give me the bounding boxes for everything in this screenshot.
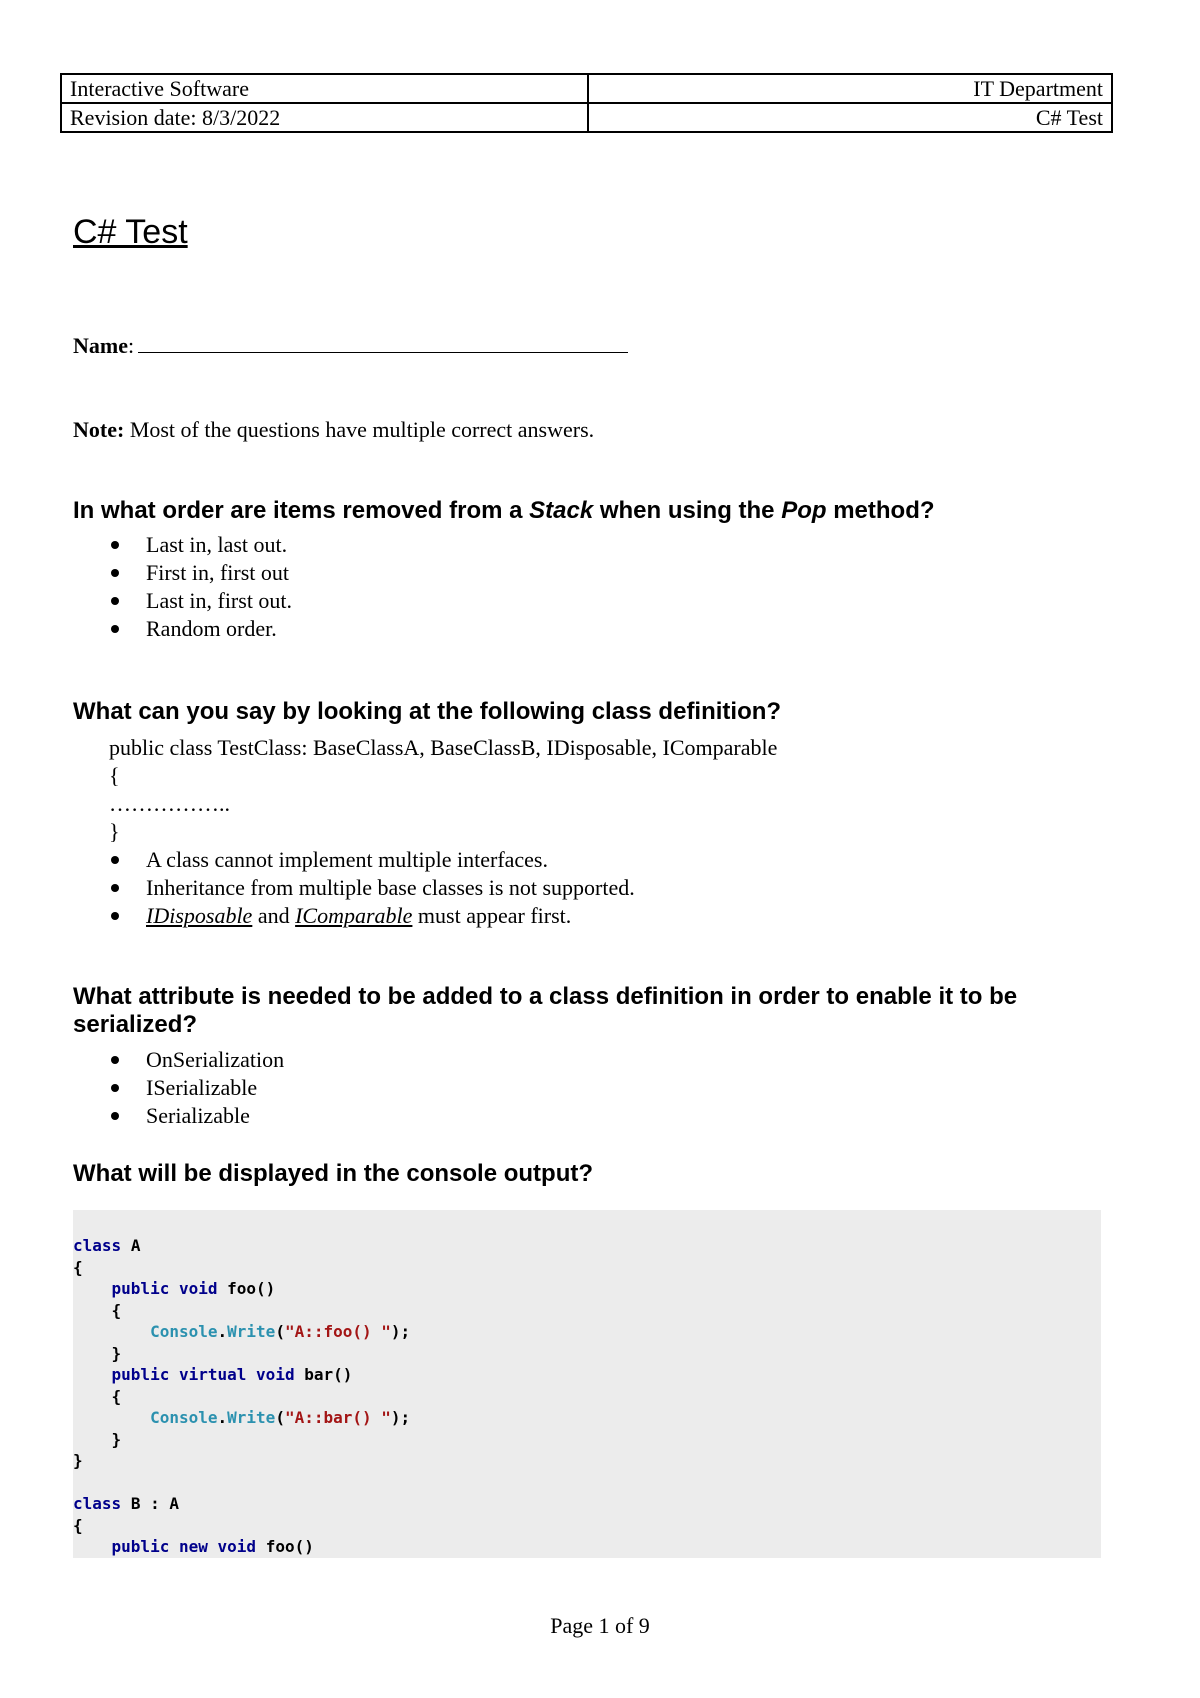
list-item: Inheritance from multiple base classes is not supported. — [73, 874, 635, 902]
question-2-options — [73, 846, 635, 930]
note-label: Note: — [73, 417, 125, 442]
header-table — [60, 73, 1113, 133]
list-item: First in, first out — [73, 559, 292, 587]
bullet-icon — [111, 597, 119, 605]
question-3-options — [73, 1046, 284, 1130]
bullet-icon — [111, 1112, 119, 1120]
bullet-icon — [111, 569, 119, 577]
list-item: IDisposable and IComparable must appear first. — [73, 902, 635, 930]
header-course: Interactive Software — [61, 74, 588, 103]
idisposable-term: IDisposable — [146, 903, 253, 928]
question-1-options — [73, 531, 292, 643]
stack-term: Stack — [529, 497, 594, 524]
list-item: Last in, first out. — [73, 587, 292, 615]
code-block — [73, 1210, 1101, 1558]
header-doc-name: C# Test — [588, 103, 1112, 132]
list-item: ISerializable — [73, 1074, 284, 1102]
question-4: What will be displayed in the console output? — [73, 1160, 594, 1187]
bullet-icon — [111, 884, 119, 892]
bullet-icon — [111, 1084, 119, 1092]
note-text: Most of the questions have multiple correct answers. — [129, 417, 595, 442]
note — [73, 416, 594, 444]
icomparable-term: IComparable — [295, 903, 413, 928]
bullet-icon — [111, 1056, 119, 1064]
question-1: In what order are items removed from a Stack when using the Pop method? — [73, 497, 935, 524]
name-field-row: Name: — [73, 330, 628, 360]
code-listing: class A { public void foo() { Console.Write("A::foo() "); } public virtual void bar() { Console.Write("A::bar() "); } } class B : A { public new void foo() — [73, 1236, 411, 1556]
class-definition: public class TestClass: BaseClassA, BaseClassB, IDisposable, IComparable { …………….. } — [109, 735, 778, 844]
bullet-icon — [111, 541, 119, 549]
list-item: OnSerialization — [73, 1046, 284, 1074]
question-3: What attribute is needed to be added to a class definition in order to enable it to be serialized? — [73, 983, 1018, 1038]
pop-term: Pop — [781, 497, 827, 524]
header-revision-date: Revision date: 8/3/2022 — [61, 103, 588, 132]
list-item: Random order. — [73, 615, 292, 643]
page-number: Page 1 of 9 — [550, 1613, 650, 1638]
page-title: C# Test — [73, 213, 188, 251]
name-blank-line[interactable] — [138, 330, 628, 353]
bullet-icon — [111, 625, 119, 633]
bullet-icon — [111, 912, 119, 920]
list-item: Serializable — [73, 1102, 284, 1130]
question-2: What can you say by looking at the following class definition? — [73, 698, 782, 725]
list-item: Last in, last out. — [73, 531, 292, 559]
header-department: IT Department — [588, 74, 1112, 103]
name-label: Name — [73, 333, 128, 358]
bullet-icon — [111, 856, 119, 864]
list-item: A class cannot implement multiple interfaces. — [73, 846, 635, 874]
